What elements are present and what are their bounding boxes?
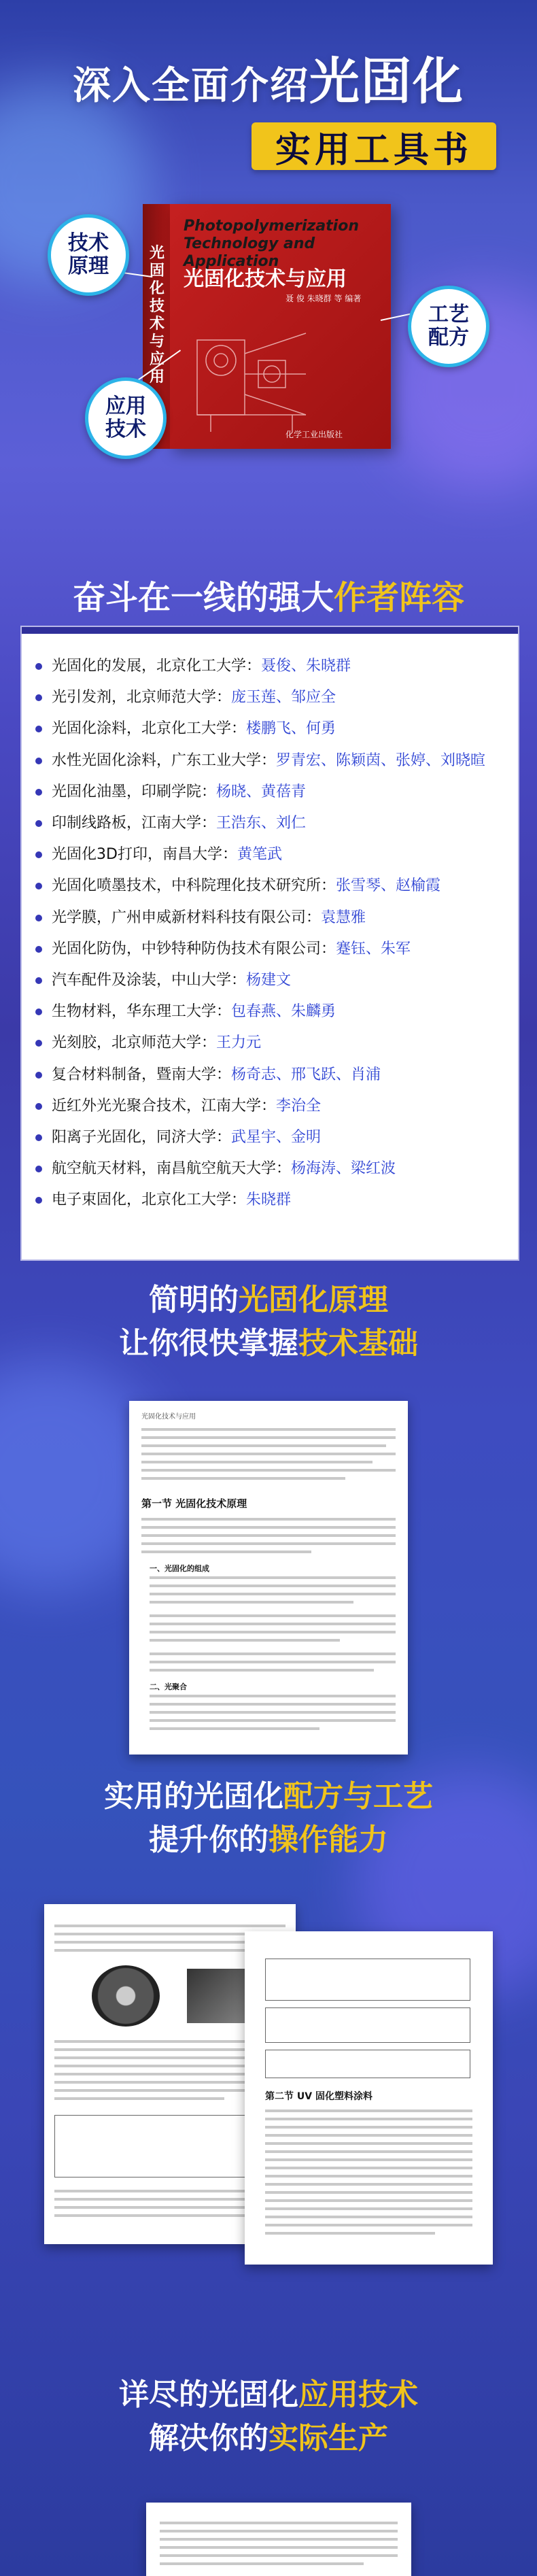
author-names: 庞玉莲、邹应全 [231, 689, 336, 707]
text-line [150, 1601, 353, 1604]
text-line [141, 1550, 311, 1553]
book-machinery-illustration [184, 313, 319, 435]
text-line [141, 1461, 373, 1463]
text-line [141, 1428, 396, 1431]
text-line [141, 1518, 396, 1521]
formula-page-sample-right [245, 1931, 493, 2265]
author-names: 聂俊、朱晓群 [261, 658, 351, 675]
author-list-item [35, 839, 511, 870]
author-topic: 航空航天材料，南昌航空航天大学： [52, 1160, 292, 1178]
text-line [141, 1534, 396, 1537]
author-topic: 复合材料制备，暨南大学： [52, 1066, 232, 1083]
text-line [150, 1593, 396, 1595]
text-line [150, 1711, 396, 1714]
text-line [54, 2214, 245, 2217]
doc-section-title: 第一节 光固化技术原理 [141, 1497, 247, 1510]
section-formula-line2-highlight: 操作能力 [268, 1823, 388, 1857]
text-line [150, 1639, 340, 1642]
author-names: 杨奇志、邢飞跃、肖浦 [231, 1066, 381, 1083]
author-list [35, 651, 511, 1217]
author-list-item [35, 965, 511, 996]
author-list-item [35, 1122, 511, 1153]
authors-heading-a: 奋斗在一线的强大 [72, 579, 334, 617]
author-list-item [35, 1060, 511, 1091]
author-topic: 光固化3D打印，南昌大学： [52, 846, 237, 864]
text-line [141, 1444, 386, 1447]
book-en-title: Photopolymerization Technology and Application [184, 218, 359, 270]
text-line [150, 1623, 396, 1625]
text-line [160, 2546, 398, 2549]
application-page-sample [146, 2503, 411, 2576]
author-topic: 光学膜，广州申威新材料科技有限公司： [52, 909, 322, 926]
author-topic: 光固化喷墨技术，中科院理化技术研究所： [52, 877, 336, 895]
author-topic: 近红外光光聚合技术，江南大学： [52, 1097, 277, 1115]
bubble-tech-principle [48, 214, 129, 296]
doc-section-title: 第二节 UV 固化塑料涂料 [265, 2091, 373, 2102]
text-line [150, 1631, 396, 1633]
author-list-panel [20, 626, 519, 1261]
text-line [150, 1669, 374, 1672]
author-topic: 光固化的发展，北京化工大学： [52, 658, 262, 675]
author-list-item [35, 777, 511, 808]
book-spine-title: 光固化技术与应用 [150, 245, 165, 386]
hero-title-accent: 光固化 [309, 52, 464, 111]
text-line [265, 2126, 472, 2129]
section-principle-line2-highlight: 技术基础 [298, 1326, 418, 1361]
principle-page-sample [129, 1401, 408, 1755]
section-formula-line1-text: 实用的光固化 [104, 1779, 283, 1814]
section-application-line1-text: 详尽的光固化 [119, 2377, 298, 2412]
author-topic: 光刻胶，北京师范大学： [52, 1034, 217, 1052]
text-line [265, 2216, 472, 2218]
author-topic: 电子束固化，北京化工大学： [52, 1191, 247, 1209]
section-principle-line2 [27, 1322, 510, 1366]
author-names: 王浩东、刘仁 [216, 815, 307, 832]
bubble-application-tech-label: 应用 技术 [105, 394, 146, 441]
authors-heading-b: 作者阵容 [334, 579, 465, 617]
author-topic: 印制线路板，江南大学： [52, 815, 217, 832]
text-line [160, 2538, 398, 2541]
gear-figure [92, 1965, 160, 2027]
author-list-item [35, 682, 511, 713]
author-topic: 水性光固化涂料，广东工业大学： [52, 751, 277, 769]
text-line [265, 2207, 472, 2210]
section-principle-line2-text: 让你很快掌握 [119, 1326, 298, 1361]
book-cover [143, 204, 391, 449]
section-application-line1 [27, 2373, 510, 2417]
authors-heading [27, 571, 510, 618]
text-line [150, 1661, 396, 1663]
text-line [160, 2530, 398, 2532]
section-formula-line2-text: 提升你的 [149, 1823, 268, 1857]
author-list-item [35, 996, 511, 1028]
section-application-line2-text: 解决你的 [149, 2421, 268, 2456]
text-line [265, 2142, 472, 2145]
text-line [54, 1925, 285, 1927]
doc-running-header: 光固化技术与应用 [141, 1413, 196, 1421]
text-line [150, 1695, 396, 1697]
book-front [170, 204, 391, 449]
text-line [141, 1436, 396, 1439]
author-names: 包春燕、朱麟勇 [231, 1003, 336, 1021]
author-names: 袁慧雅 [321, 909, 366, 926]
text-line [265, 2191, 472, 2194]
formula-table [265, 2050, 470, 2078]
author-topic: 光固化涂料，北京化工大学： [52, 720, 247, 738]
author-names: 杨建文 [246, 972, 292, 989]
author-topic: 光引发剂，北京师范大学： [52, 689, 232, 707]
text-line [265, 2183, 472, 2186]
text-line [141, 1477, 345, 1480]
section-principle-line1-highlight: 光固化原理 [239, 1283, 388, 1317]
text-line [141, 1542, 396, 1545]
bubble-application-tech [85, 377, 167, 459]
author-names: 罗青宏、陈颖茵、张婷、刘晓暄 [276, 751, 486, 769]
section-formula-heading [27, 1775, 510, 1862]
text-line [265, 2175, 472, 2177]
text-line [141, 1469, 396, 1472]
text-line [160, 2522, 398, 2524]
text-line [141, 1453, 396, 1455]
author-list-item [35, 1185, 511, 1216]
text-line [265, 2150, 472, 2153]
section-principle-line1 [27, 1278, 510, 1322]
text-line [150, 1727, 319, 1730]
author-list-item [35, 870, 511, 902]
text-line [150, 1576, 396, 1579]
author-list-item [35, 934, 511, 965]
text-line [265, 2118, 472, 2120]
formula-table [265, 1959, 470, 2001]
bubble-process-formula [408, 286, 489, 367]
book-zh-title: 光固化技术与应用 [184, 267, 347, 291]
hero-subtitle-badge [252, 122, 496, 170]
author-list-item [35, 1153, 511, 1185]
author-names: 武星宇、金明 [231, 1129, 322, 1147]
text-line [265, 2199, 472, 2202]
author-list-item [35, 902, 511, 934]
text-line [265, 2224, 472, 2226]
author-topic: 光固化油墨，印刷学院： [52, 783, 217, 800]
author-panel-topbar [22, 627, 518, 634]
section-application-line2-highlight: 实际生产 [268, 2421, 388, 2456]
author-names: 黄笔武 [237, 846, 282, 864]
author-names: 蹇钰、朱军 [336, 940, 411, 957]
hero-subtitle: 实用工具书 [275, 129, 472, 171]
text-line [150, 1584, 396, 1587]
author-list-item [35, 745, 511, 777]
doc-subsection-title: 一、光固化的组成 [150, 1564, 209, 1573]
formula-table [265, 2007, 470, 2043]
section-formula-line1-highlight: 配方与工艺 [283, 1779, 433, 1814]
section-principle-heading [27, 1278, 510, 1366]
hero-title-prefix: 深入全面介绍 [73, 64, 309, 108]
author-names: 杨晓、黄蓓青 [216, 783, 307, 800]
author-topic: 阳离子光固化，同济大学： [52, 1129, 232, 1147]
book-authors: 聂 俊 朱晓群 等 编著 [285, 294, 362, 303]
section-application-line2 [27, 2417, 510, 2460]
author-topic: 汽车配件及涂装，中山大学： [52, 972, 247, 989]
section-application-heading [27, 2373, 510, 2460]
text-line [265, 2134, 472, 2137]
text-line [265, 2158, 472, 2161]
text-line [265, 2109, 472, 2112]
section-application-line1-highlight: 应用技术 [298, 2377, 418, 2412]
author-list-item [35, 808, 511, 839]
text-line [150, 1614, 396, 1617]
text-line [160, 2562, 364, 2565]
text-line [54, 2097, 224, 2100]
author-names: 张雪琴、赵榆霞 [336, 877, 441, 895]
author-topic: 光固化防伪，中钞特种防伪技术有限公司： [52, 940, 336, 957]
bubble-process-formula-label: 工艺 配方 [428, 302, 469, 350]
section-formula-line2 [27, 1818, 510, 1862]
text-line [150, 1719, 396, 1722]
text-line [54, 1949, 258, 1952]
section-formula-line1 [27, 1775, 510, 1818]
author-names: 朱晓群 [246, 1191, 292, 1209]
author-names: 王力元 [216, 1034, 262, 1052]
author-names: 李治全 [276, 1097, 322, 1115]
text-line [265, 2167, 472, 2169]
author-topic: 生物材料，华东理工大学： [52, 1003, 232, 1021]
doc-subsection-title: 二、光聚合 [150, 1682, 187, 1691]
text-line [150, 1703, 396, 1706]
text-line [150, 1653, 396, 1655]
hero-title [27, 54, 510, 109]
author-list-item [35, 713, 511, 745]
author-names: 楼鹏飞、何勇 [246, 720, 336, 738]
text-line [265, 2232, 435, 2235]
text-line [141, 1526, 396, 1529]
text-line [160, 2554, 398, 2557]
author-list-item [35, 1091, 511, 1122]
bubble-tech-principle-label: 技术 原理 [68, 231, 109, 278]
author-names: 杨海涛、梁红波 [291, 1160, 396, 1178]
author-list-item [35, 1028, 511, 1059]
author-list-item [35, 651, 511, 682]
section-principle-line1-text: 简明的 [149, 1283, 239, 1317]
book-publisher: 化学工业出版社 [285, 430, 343, 439]
